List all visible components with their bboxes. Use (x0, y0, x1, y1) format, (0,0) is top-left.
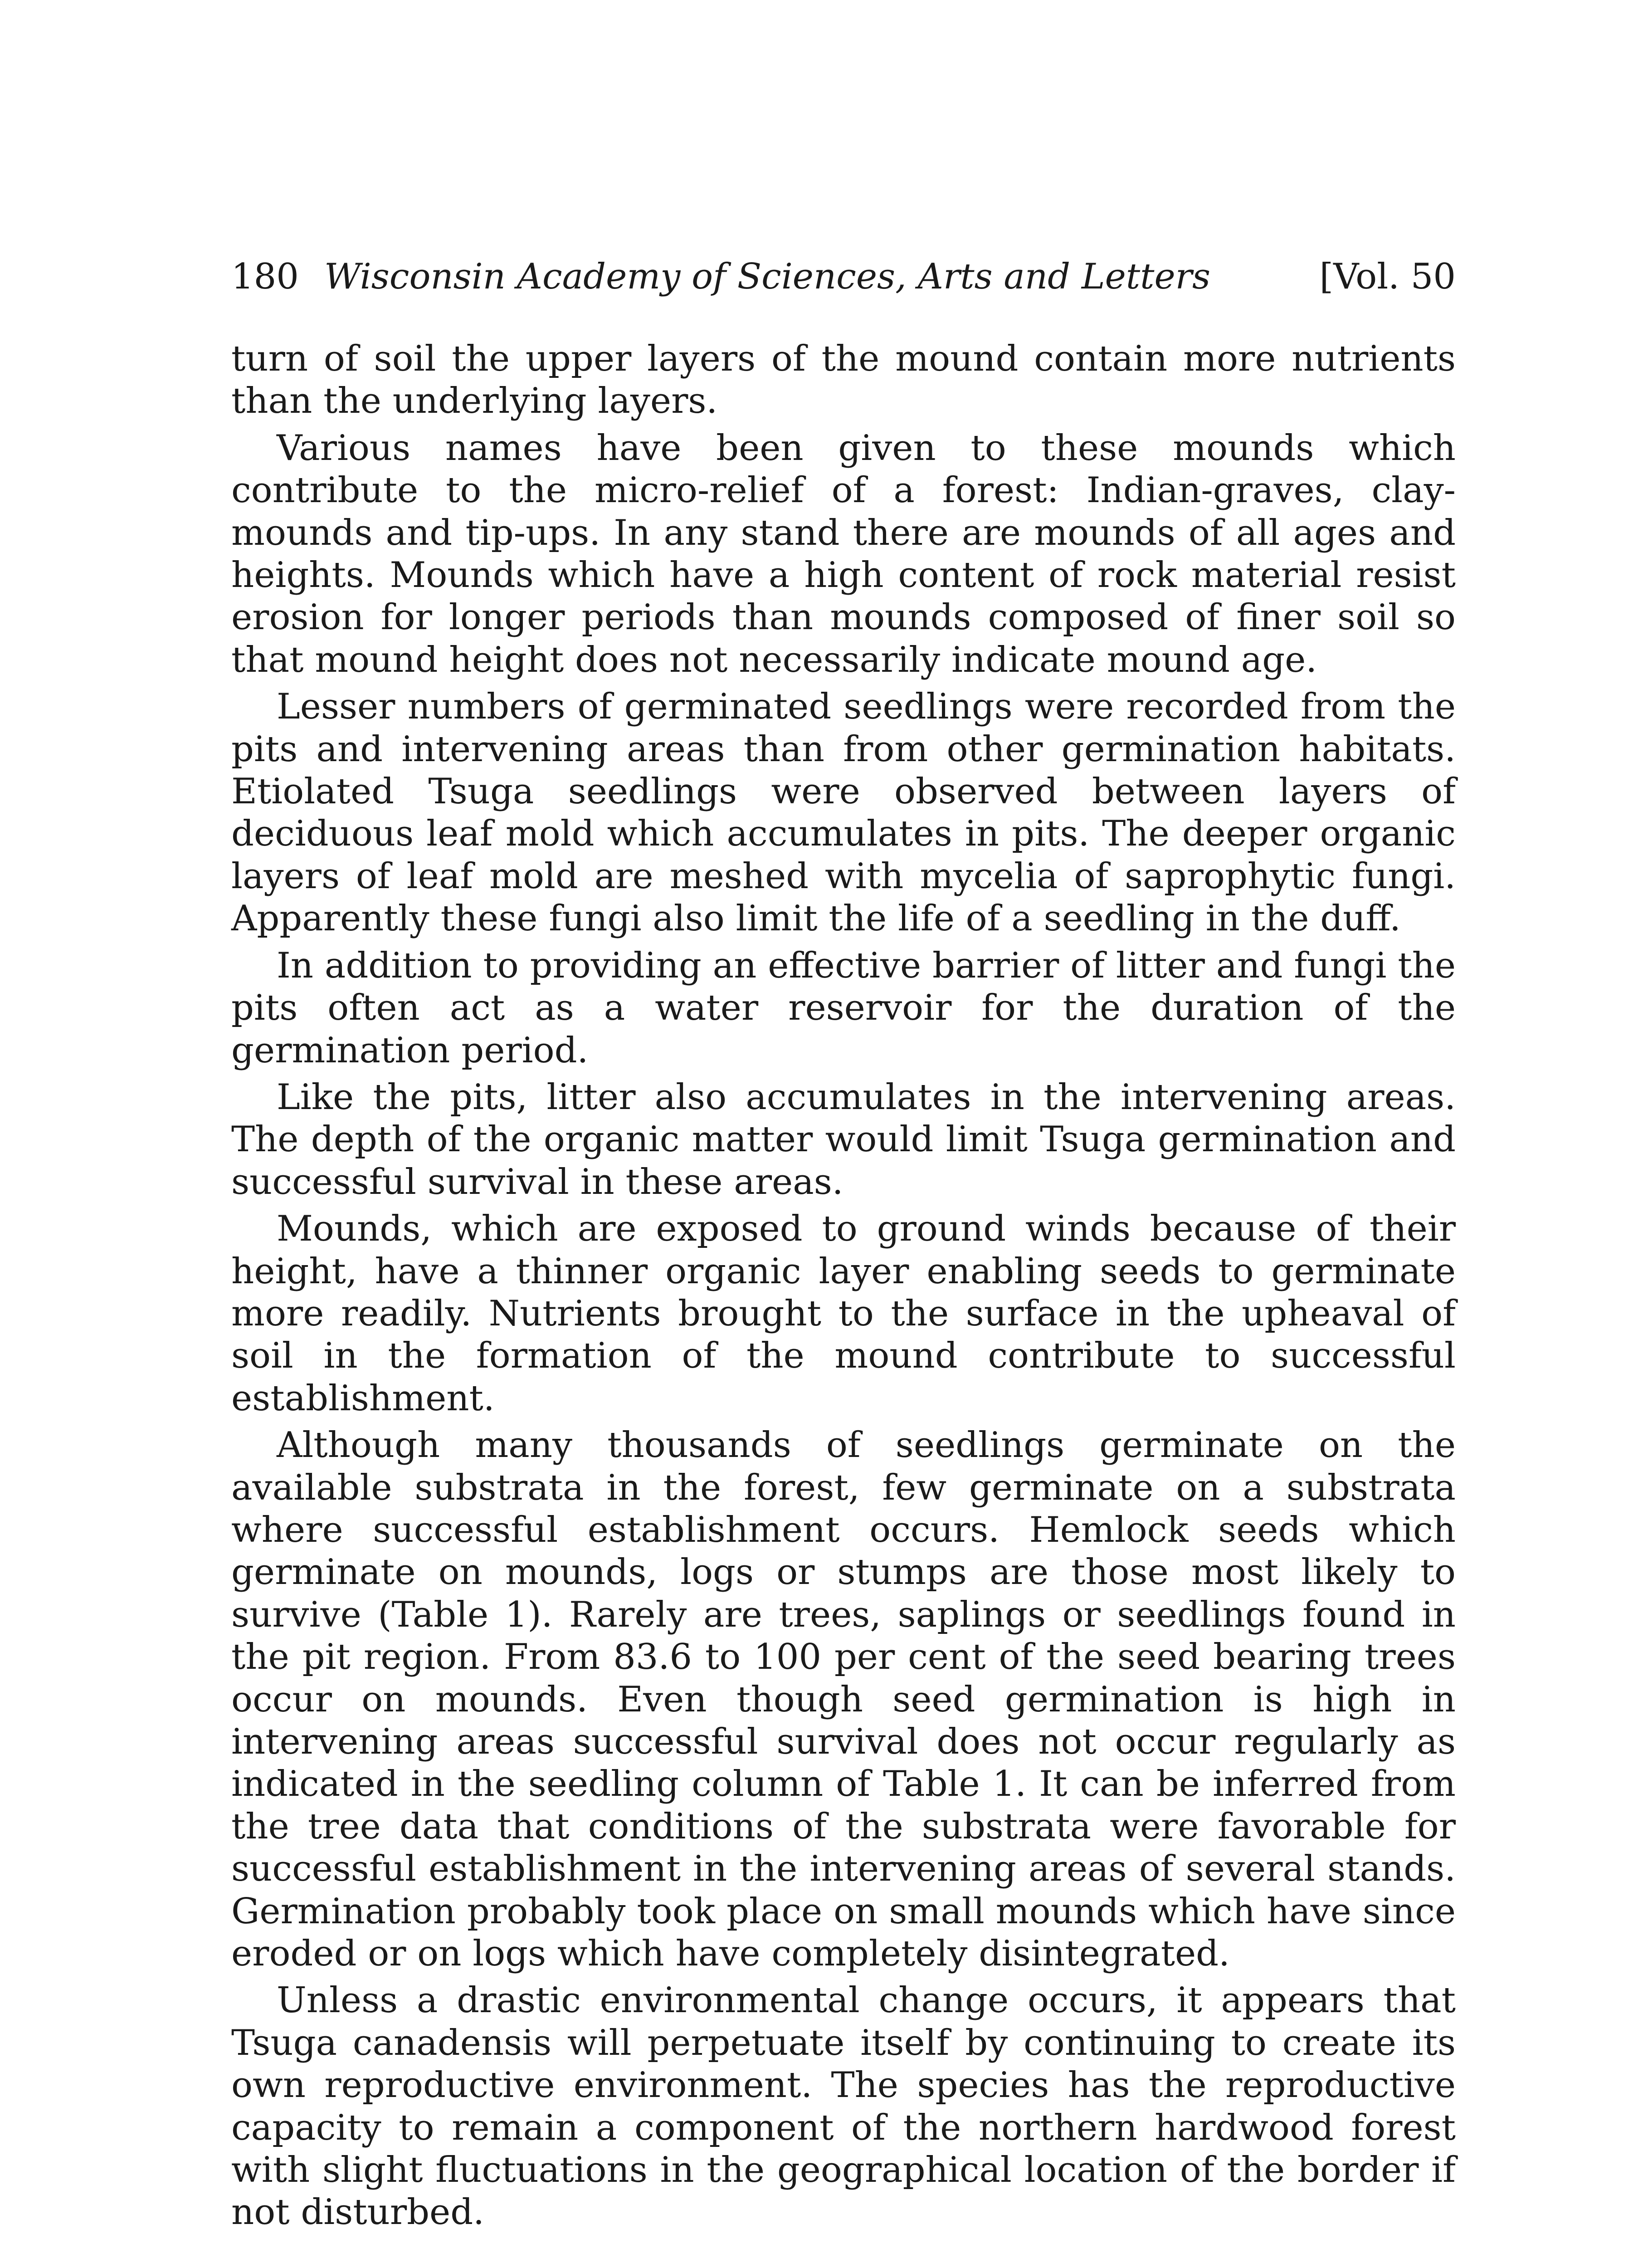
paragraph: Mounds, which are exposed to ground winds because of their height, have a thinner organic layer enabling seeds to germinate more readily. Nutrients brought to the surface in the upheaval of soil in the formation of the mound contribute to successful establishment. (231, 1208, 1456, 1419)
paragraph-continuation: turn of soil the upper layers of the mound contain more nutrients than the underlying layers. (231, 338, 1456, 422)
volume-label: [Vol. 50 (1319, 256, 1456, 297)
paragraph: Like the pits, litter also accumulates in the intervening areas. The depth of the organic matter would limit Tsuga germination and successful survival in these areas. (231, 1076, 1456, 1202)
paragraph: In addition to providing an effective barrier of litter and fungi the pits often act as a water reservoir for the duration of the germination period. (231, 945, 1456, 1071)
paragraph: Unless a drastic environmental change occurs, it appears that Tsuga canadensis will perpetuate itself by continuing to create its own reproductive environment. The species has the reproductive capacity to remain a component of the northern hardwood forest with slight fluctuations in the geographical location of the border if not disturbed. (231, 1980, 1456, 2233)
running-header (231, 252, 1456, 302)
page-number: 180 (231, 256, 299, 297)
paragraph: Although many thousands of seedlings germinate on the available substrata in the forest, few germinate on a substrata where successful establishment occurs. Hemlock seeds which germinate on mounds, logs or stumps are those most likely to survive (Table 1). Rarely are trees, saplings or seedlings found in the pit region. From 83.6 to 100 per cent of the seed bearing trees occur on mounds. Even though seed germination is high in intervening areas successful survival does not occur regularly as indicated in the seedling column of Table 1. It can be inferred from the tree data that conditions of the substrata were favorable for successful establishment in the intervening areas of several stands. Germination probably took place on small mounds which have since eroded or on logs which have completely disintegrated. (231, 1425, 1456, 1975)
body-text (231, 338, 1456, 2239)
journal-title: Wisconsin Academy of Sciences, Arts and Letters (324, 256, 1210, 297)
paragraph: Various names have been given to these mounds which contribute to the micro-relief of a forest: Indian-graves, clay-mounds and tip-ups. In any stand there are mounds of all ages and heights. Mounds which have a high content of rock material resist erosion for longer periods than mounds composed of finer soil so that mound height does not necessarily indicate mound age. (231, 427, 1456, 680)
paragraph: Lesser numbers of germinated seedlings were recorded from the pits and intervening areas than from other germination habitats. Etiolated Tsuga seedlings were observed between layers of deciduous leaf mold which accumulates in pits. The deeper organic layers of leaf mold are meshed with mycelia of saprophytic fungi. Apparently these fungi also limit the life of a seedling in the duff. (231, 686, 1456, 939)
